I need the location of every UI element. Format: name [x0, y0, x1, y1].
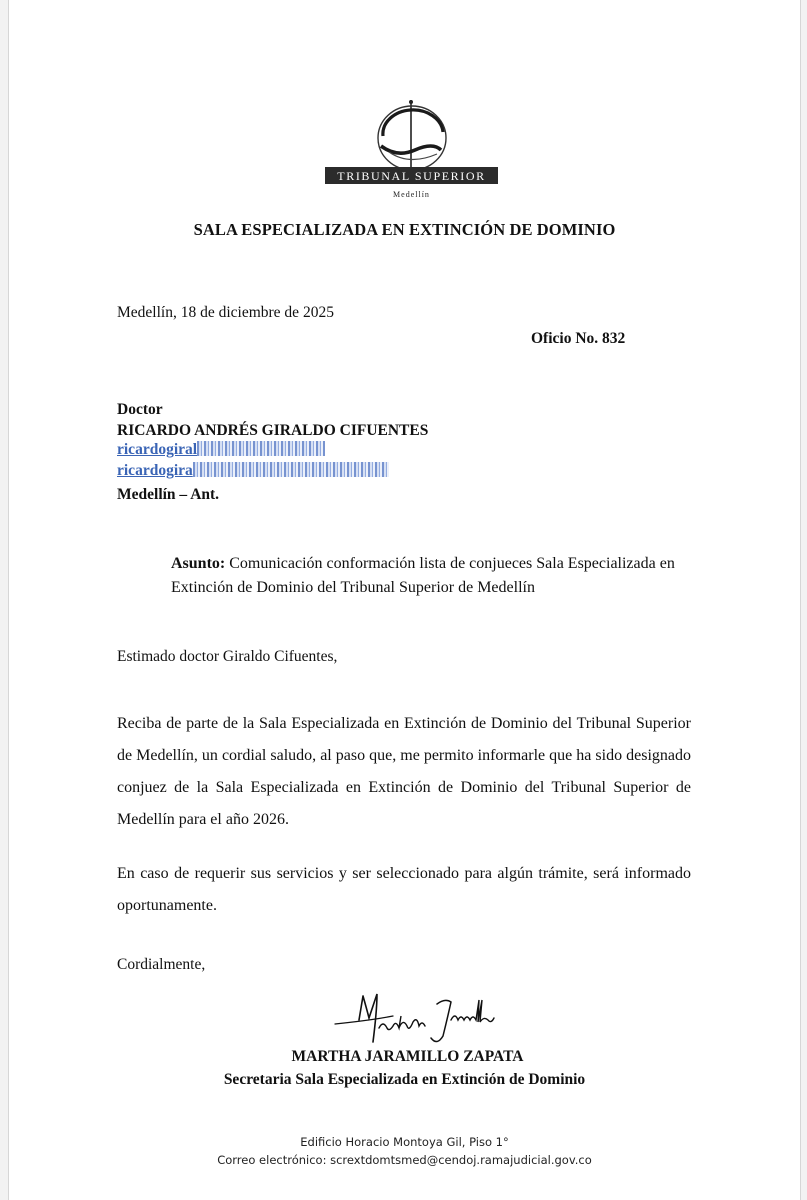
page-title: SALA ESPECIALIZADA EN EXTINCIÓN DE DOMINIO [193, 220, 616, 239]
footer-address: Edificio Horacio Montoya Gil, Piso 1° [300, 1135, 509, 1149]
body-paragraph-2: En caso de requerir sus servicios y ser seleccionado para algún trámite, será informado oportunamente. [117, 865, 691, 914]
tribunal-superior-emblem-icon [319, 96, 504, 206]
asunto-text: Comunicación conformación lista de conjueces Sala Especializada en Extinción de Dominio del Tribunal Superior de Medellín [171, 555, 675, 596]
oficio-number: Oficio No. 832 [531, 330, 626, 347]
recipient-email-2[interactable] [117, 462, 389, 480]
greeting: Estimado doctor Giraldo Cifuentes, [117, 648, 338, 665]
body-paragraph-1: Reciba de parte de la Sala Especializada en Extinción de Dominio del Tribunal Superior de Medellín, un cordial saludo, al paso que, me permito informarle que ha sido designado conjuez de la Sala Especializada en Extinción de Dominio del Tribunal Superior de Medellín para el año 2026. [117, 715, 691, 828]
recipient-city: Medellín – Ant. [117, 486, 220, 503]
logo-text-bottom: Medellín [393, 190, 430, 199]
recipient-email-2-text[interactable]: ricardogira [117, 462, 193, 479]
signer-position: Secretaria Sala Especializada en Extinción de Dominio [223, 1071, 586, 1088]
redacted-email-1 [197, 441, 325, 456]
handwritten-signature [333, 990, 509, 1052]
logo-text-top: TRIBUNAL SUPERIOR [337, 169, 486, 183]
signer-name: MARTHA JARAMILLO ZAPATA [291, 1048, 524, 1065]
tribunal-logo [319, 96, 504, 206]
footer-email: Correo electrónico: scrextdomtsmed@cendoj.ramajudicial.gov.co [217, 1153, 592, 1167]
letter-page [8, 0, 801, 1200]
redacted-email-2 [193, 462, 389, 477]
recipient-email-1[interactable] [117, 441, 325, 459]
asunto-label: Asunto: [171, 555, 226, 572]
closing: Cordialmente, [117, 956, 206, 973]
recipient-title: Doctor [117, 401, 163, 418]
recipient-name: RICARDO ANDRÉS GIRALDO CIFUENTES [117, 422, 429, 439]
letter-date: Medellín, 18 de diciembre de 2025 [117, 304, 334, 321]
asunto-block [171, 552, 711, 600]
recipient-email-1-text[interactable]: ricardogiral [117, 441, 198, 458]
